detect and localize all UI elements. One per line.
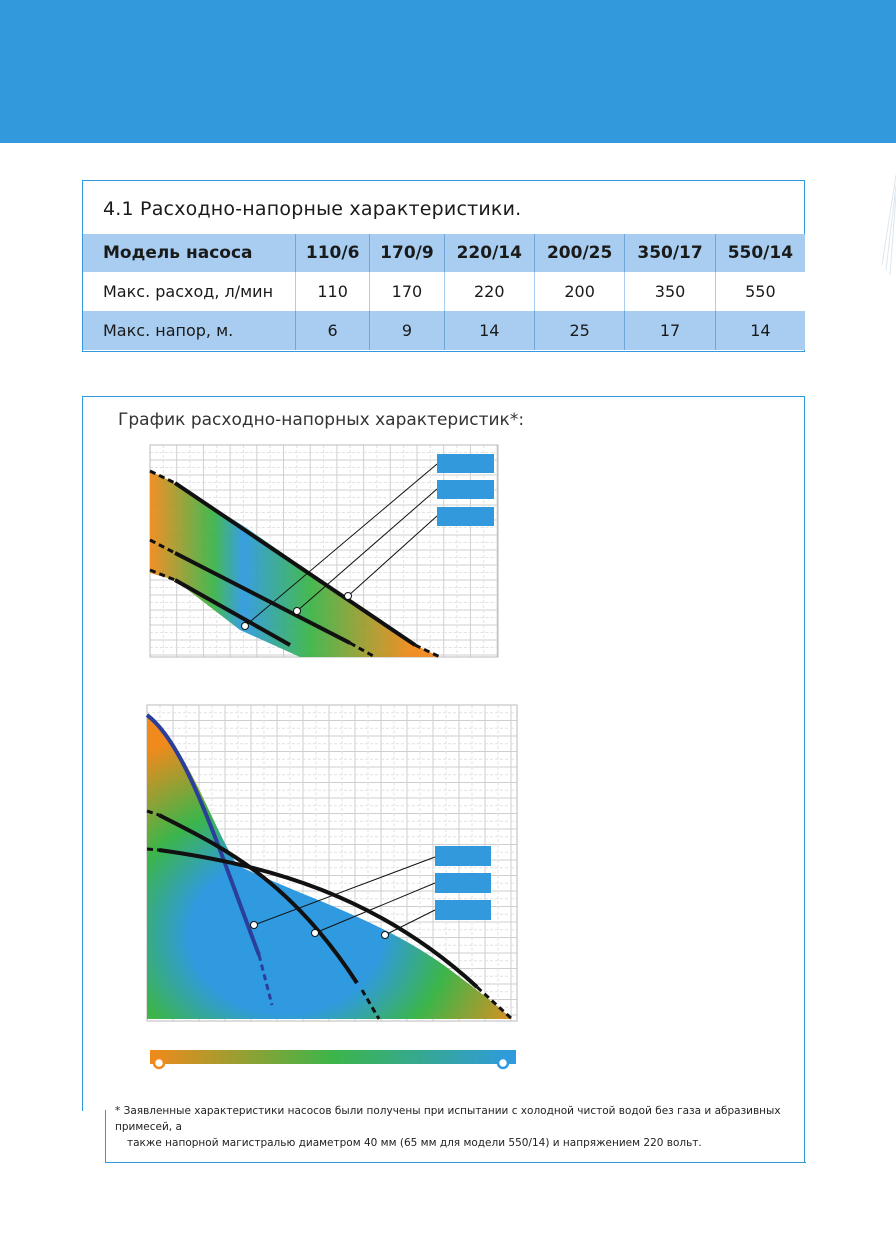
table-row [83, 272, 805, 311]
card-border [105, 1110, 106, 1163]
scale-end-marker [498, 1058, 508, 1068]
legend-label-box [437, 454, 494, 473]
table-row [83, 311, 805, 350]
table-header-row [83, 234, 805, 272]
legend-label-box [437, 507, 494, 526]
legend-label-box [435, 846, 491, 866]
model-cell: 200/25 [534, 234, 624, 272]
marker-point [294, 608, 301, 615]
model-cell: 170/9 [370, 234, 444, 272]
footnote-line: * Заявленные характеристики насосов были получены при испытании с холодной чистой водой без газа и абразивных примесей, а [115, 1105, 781, 1133]
card-border [105, 1162, 806, 1163]
table-cell: 25 [534, 311, 624, 350]
card-border [82, 396, 83, 1111]
scale-start-marker [154, 1058, 164, 1068]
table-cell: 200 [534, 272, 624, 311]
marker-point [251, 922, 258, 929]
header-label: Модель насоса [83, 234, 296, 272]
section-title: 4.1 Расходно-напорные характеристики. [103, 198, 522, 220]
model-cell: 550/14 [715, 234, 805, 272]
chart-large [147, 705, 517, 1021]
chart-small [150, 445, 498, 657]
footnote [115, 1103, 805, 1151]
legend-label-box [437, 480, 494, 499]
table-cell: 14 [444, 311, 534, 350]
header-bar [0, 0, 896, 143]
legend-label-box [435, 873, 491, 893]
table-cell: 550 [715, 272, 805, 311]
table-cell: 110 [296, 272, 370, 311]
efficiency-scale [150, 1050, 518, 1072]
model-cell: 220/14 [444, 234, 534, 272]
marker-point [345, 593, 352, 600]
table-cell: 350 [625, 272, 715, 311]
specs-table [83, 234, 805, 350]
chart-title: График расходно-напорных характеристик*: [118, 410, 525, 430]
table-cell: 9 [370, 311, 444, 350]
footnote-line: также напорной магистралью диаметром 40 мм (65 мм для модели 550/14) и напряжением 220 вольт. [127, 1137, 702, 1149]
marker-point [312, 930, 319, 937]
table-cell: 14 [715, 311, 805, 350]
specs-card [82, 180, 805, 352]
row-label: Макс. напор, м. [83, 311, 296, 350]
row-label: Макс. расход, л/мин [83, 272, 296, 311]
table-cell: 220 [444, 272, 534, 311]
table-cell: 6 [296, 311, 370, 350]
marker-point [382, 932, 389, 939]
decorative-lines [872, 175, 896, 275]
table-cell: 170 [370, 272, 444, 311]
model-cell: 110/6 [296, 234, 370, 272]
model-cell: 350/17 [625, 234, 715, 272]
legend-label-box [435, 900, 491, 920]
marker-point [242, 623, 249, 630]
table-cell: 17 [625, 311, 715, 350]
